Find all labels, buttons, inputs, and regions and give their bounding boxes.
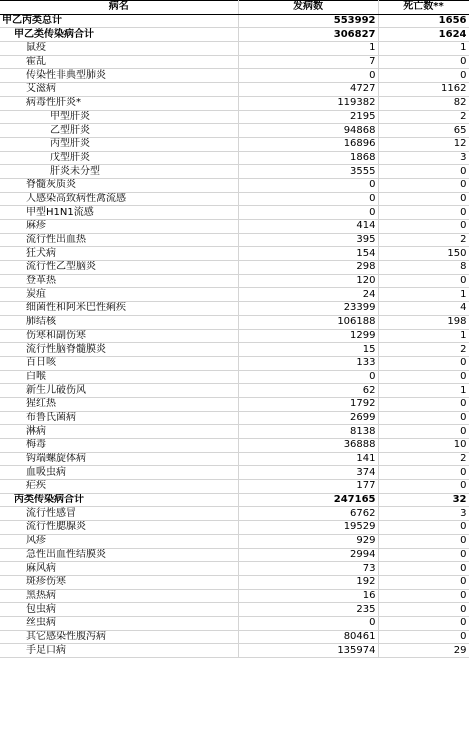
table-row bbox=[0, 274, 469, 288]
cases-cell: 395 bbox=[238, 233, 378, 247]
deaths-cell: 3 bbox=[378, 507, 469, 521]
deaths-cell: 0 bbox=[378, 534, 469, 548]
disease-name-cell: 斑疹伤寒 bbox=[0, 575, 238, 589]
cases-cell: 235 bbox=[238, 603, 378, 617]
disease-name-cell: 丝虫病 bbox=[0, 616, 238, 630]
table-row bbox=[0, 55, 469, 69]
deaths-cell: 0 bbox=[378, 562, 469, 576]
table-row bbox=[0, 28, 469, 42]
table-row bbox=[0, 83, 469, 97]
deaths-cell: 8 bbox=[378, 261, 469, 275]
disease-name-cell: 流行性出血热 bbox=[0, 233, 238, 247]
disease-name-cell: 甲乙类传染病合计 bbox=[0, 28, 238, 42]
deaths-cell: 1 bbox=[378, 329, 469, 343]
disease-name-cell: 甲型肝炎 bbox=[0, 110, 238, 124]
cases-cell: 141 bbox=[238, 452, 378, 466]
table-row bbox=[0, 178, 469, 192]
cases-cell: 3555 bbox=[238, 165, 378, 179]
cases-cell: 24 bbox=[238, 288, 378, 302]
disease-name-cell: 人感染高致病性禽流感 bbox=[0, 192, 238, 206]
table-row bbox=[0, 452, 469, 466]
cases-cell: 306827 bbox=[238, 28, 378, 42]
cases-cell: 1299 bbox=[238, 329, 378, 343]
deaths-cell: 0 bbox=[378, 616, 469, 630]
disease-name-cell: 艾滋病 bbox=[0, 83, 238, 97]
disease-name-cell: 丙类传染病合计 bbox=[0, 493, 238, 507]
disease-name-cell: 淋病 bbox=[0, 425, 238, 439]
table-row bbox=[0, 288, 469, 302]
deaths-cell: 0 bbox=[378, 220, 469, 234]
deaths-cell: 0 bbox=[378, 356, 469, 370]
cases-cell: 16896 bbox=[238, 137, 378, 151]
table-row bbox=[0, 575, 469, 589]
deaths-cell: 3 bbox=[378, 151, 469, 165]
cases-cell: 929 bbox=[238, 534, 378, 548]
deaths-cell: 0 bbox=[378, 575, 469, 589]
deaths-cell: 10 bbox=[378, 439, 469, 453]
cases-cell: 73 bbox=[238, 562, 378, 576]
disease-name-cell: 猩红热 bbox=[0, 397, 238, 411]
cases-cell: 0 bbox=[238, 69, 378, 83]
table-row bbox=[0, 247, 469, 261]
cases-cell: 19529 bbox=[238, 521, 378, 535]
disease-name-cell: 狂犬病 bbox=[0, 247, 238, 261]
deaths-cell: 0 bbox=[378, 425, 469, 439]
disease-name-cell: 传染性非典型肺炎 bbox=[0, 69, 238, 83]
table-row bbox=[0, 411, 469, 425]
table-row bbox=[0, 14, 469, 28]
cases-cell: 94868 bbox=[238, 124, 378, 138]
header-deaths: 死亡数** bbox=[378, 1, 469, 15]
table-row bbox=[0, 439, 469, 453]
table-row bbox=[0, 42, 469, 56]
disease-name-cell: 霍乱 bbox=[0, 55, 238, 69]
table-row bbox=[0, 397, 469, 411]
cases-cell: 298 bbox=[238, 261, 378, 275]
table-row bbox=[0, 507, 469, 521]
table-row bbox=[0, 110, 469, 124]
table-row bbox=[0, 616, 469, 630]
table-row bbox=[0, 384, 469, 398]
table-row bbox=[0, 220, 469, 234]
deaths-cell: 1 bbox=[378, 288, 469, 302]
table-row bbox=[0, 261, 469, 275]
disease-name-cell: 疟疾 bbox=[0, 480, 238, 494]
table-row bbox=[0, 343, 469, 357]
deaths-cell: 0 bbox=[378, 165, 469, 179]
deaths-cell: 4 bbox=[378, 302, 469, 316]
disease-name-cell: 肺结核 bbox=[0, 315, 238, 329]
disease-name-cell: 流行性脑脊髓膜炎 bbox=[0, 343, 238, 357]
table-row bbox=[0, 233, 469, 247]
deaths-cell: 0 bbox=[378, 370, 469, 384]
table-row bbox=[0, 493, 469, 507]
deaths-cell: 1162 bbox=[378, 83, 469, 97]
disease-name-cell: 病毒性肝炎* bbox=[0, 96, 238, 110]
deaths-cell: 1 bbox=[378, 384, 469, 398]
table-row bbox=[0, 370, 469, 384]
cases-cell: 0 bbox=[238, 192, 378, 206]
deaths-cell: 0 bbox=[378, 521, 469, 535]
deaths-cell: 0 bbox=[378, 548, 469, 562]
cases-cell: 15 bbox=[238, 343, 378, 357]
cases-cell: 177 bbox=[238, 480, 378, 494]
deaths-cell: 0 bbox=[378, 192, 469, 206]
disease-name-cell: 布鲁氏菌病 bbox=[0, 411, 238, 425]
disease-name-cell: 甲乙丙类总计 bbox=[0, 14, 238, 28]
cases-cell: 0 bbox=[238, 206, 378, 220]
disease-name-cell: 风疹 bbox=[0, 534, 238, 548]
deaths-cell: 0 bbox=[378, 178, 469, 192]
deaths-cell: 2 bbox=[378, 110, 469, 124]
cases-cell: 1 bbox=[238, 42, 378, 56]
deaths-cell: 0 bbox=[378, 411, 469, 425]
deaths-cell: 198 bbox=[378, 315, 469, 329]
cases-cell: 62 bbox=[238, 384, 378, 398]
table-row bbox=[0, 329, 469, 343]
deaths-cell: 2 bbox=[378, 233, 469, 247]
table-row bbox=[0, 165, 469, 179]
cases-cell: 119382 bbox=[238, 96, 378, 110]
deaths-cell: 0 bbox=[378, 480, 469, 494]
disease-name-cell: 黑热病 bbox=[0, 589, 238, 603]
deaths-cell: 0 bbox=[378, 69, 469, 83]
disease-name-cell: 戊型肝炎 bbox=[0, 151, 238, 165]
cases-cell: 120 bbox=[238, 274, 378, 288]
disease-name-cell: 白喉 bbox=[0, 370, 238, 384]
cases-cell: 16 bbox=[238, 589, 378, 603]
disease-name-cell: 流行性感冒 bbox=[0, 507, 238, 521]
deaths-cell: 0 bbox=[378, 55, 469, 69]
disease-name-cell: 乙型肝炎 bbox=[0, 124, 238, 138]
deaths-cell: 65 bbox=[378, 124, 469, 138]
table-row bbox=[0, 315, 469, 329]
table-header-row bbox=[0, 1, 469, 15]
disease-name-cell: 新生儿破伤风 bbox=[0, 384, 238, 398]
deaths-cell: 82 bbox=[378, 96, 469, 110]
disease-name-cell: 丙型肝炎 bbox=[0, 137, 238, 151]
table-row bbox=[0, 534, 469, 548]
deaths-cell: 150 bbox=[378, 247, 469, 261]
cases-cell: 0 bbox=[238, 178, 378, 192]
cases-cell: 80461 bbox=[238, 630, 378, 644]
table-row bbox=[0, 562, 469, 576]
table-row bbox=[0, 206, 469, 220]
deaths-cell: 0 bbox=[378, 206, 469, 220]
disease-name-cell: 其它感染性腹泻病 bbox=[0, 630, 238, 644]
cases-cell: 6762 bbox=[238, 507, 378, 521]
table-body bbox=[0, 14, 469, 657]
table-row bbox=[0, 589, 469, 603]
disease-name-cell: 麻疹 bbox=[0, 220, 238, 234]
deaths-cell: 0 bbox=[378, 466, 469, 480]
deaths-cell: 32 bbox=[378, 493, 469, 507]
deaths-cell: 29 bbox=[378, 644, 469, 658]
table-row bbox=[0, 302, 469, 316]
disease-name-cell: 百日咳 bbox=[0, 356, 238, 370]
table-row bbox=[0, 521, 469, 535]
cases-cell: 192 bbox=[238, 575, 378, 589]
disease-name-cell: 麻风病 bbox=[0, 562, 238, 576]
cases-cell: 1792 bbox=[238, 397, 378, 411]
table-row bbox=[0, 425, 469, 439]
disease-name-cell: 鼠疫 bbox=[0, 42, 238, 56]
cases-cell: 553992 bbox=[238, 14, 378, 28]
cases-cell: 2699 bbox=[238, 411, 378, 425]
disease-name-cell: 急性出血性结膜炎 bbox=[0, 548, 238, 562]
table-row bbox=[0, 356, 469, 370]
disease-name-cell: 炭疽 bbox=[0, 288, 238, 302]
deaths-cell: 1624 bbox=[378, 28, 469, 42]
cases-cell: 7 bbox=[238, 55, 378, 69]
cases-cell: 36888 bbox=[238, 439, 378, 453]
cases-cell: 0 bbox=[238, 370, 378, 384]
deaths-cell: 1656 bbox=[378, 14, 469, 28]
table-row bbox=[0, 124, 469, 138]
disease-name-cell: 梅毒 bbox=[0, 439, 238, 453]
deaths-cell: 0 bbox=[378, 603, 469, 617]
disease-name-cell: 手足口病 bbox=[0, 644, 238, 658]
deaths-cell: 0 bbox=[378, 397, 469, 411]
table-row bbox=[0, 137, 469, 151]
disease-name-cell: 包虫病 bbox=[0, 603, 238, 617]
cases-cell: 23399 bbox=[238, 302, 378, 316]
table-row bbox=[0, 69, 469, 83]
disease-name-cell: 脊髓灰质炎 bbox=[0, 178, 238, 192]
disease-name-cell: 伤寒和副伤寒 bbox=[0, 329, 238, 343]
cases-cell: 135974 bbox=[238, 644, 378, 658]
deaths-cell: 12 bbox=[378, 137, 469, 151]
deaths-cell: 2 bbox=[378, 452, 469, 466]
deaths-cell: 0 bbox=[378, 589, 469, 603]
cases-cell: 133 bbox=[238, 356, 378, 370]
disease-name-cell: 甲型H1N1流感 bbox=[0, 206, 238, 220]
deaths-cell: 0 bbox=[378, 630, 469, 644]
table-row bbox=[0, 644, 469, 658]
table-row bbox=[0, 151, 469, 165]
table-row bbox=[0, 630, 469, 644]
cases-cell: 2195 bbox=[238, 110, 378, 124]
cases-cell: 0 bbox=[238, 616, 378, 630]
disease-name-cell: 登革热 bbox=[0, 274, 238, 288]
deaths-cell: 0 bbox=[378, 274, 469, 288]
table-row bbox=[0, 96, 469, 110]
cases-cell: 8138 bbox=[238, 425, 378, 439]
cases-cell: 414 bbox=[238, 220, 378, 234]
cases-cell: 154 bbox=[238, 247, 378, 261]
table-row bbox=[0, 466, 469, 480]
table-row bbox=[0, 603, 469, 617]
header-disease-name: 病名 bbox=[0, 1, 238, 15]
disease-name-cell: 钩端螺旋体病 bbox=[0, 452, 238, 466]
cases-cell: 374 bbox=[238, 466, 378, 480]
disease-name-cell: 流行性乙型脑炎 bbox=[0, 261, 238, 275]
table-row bbox=[0, 480, 469, 494]
deaths-cell: 2 bbox=[378, 343, 469, 357]
cases-cell: 247165 bbox=[238, 493, 378, 507]
table-row bbox=[0, 548, 469, 562]
cases-cell: 106188 bbox=[238, 315, 378, 329]
deaths-cell: 1 bbox=[378, 42, 469, 56]
table-row bbox=[0, 192, 469, 206]
cases-cell: 4727 bbox=[238, 83, 378, 97]
cases-cell: 2994 bbox=[238, 548, 378, 562]
disease-name-cell: 肝炎未分型 bbox=[0, 165, 238, 179]
cases-cell: 1868 bbox=[238, 151, 378, 165]
disease-name-cell: 流行性腮腺炎 bbox=[0, 521, 238, 535]
disease-name-cell: 血吸虫病 bbox=[0, 466, 238, 480]
disease-name-cell: 细菌性和阿米巴性痢疾 bbox=[0, 302, 238, 316]
header-cases: 发病数 bbox=[238, 1, 378, 15]
